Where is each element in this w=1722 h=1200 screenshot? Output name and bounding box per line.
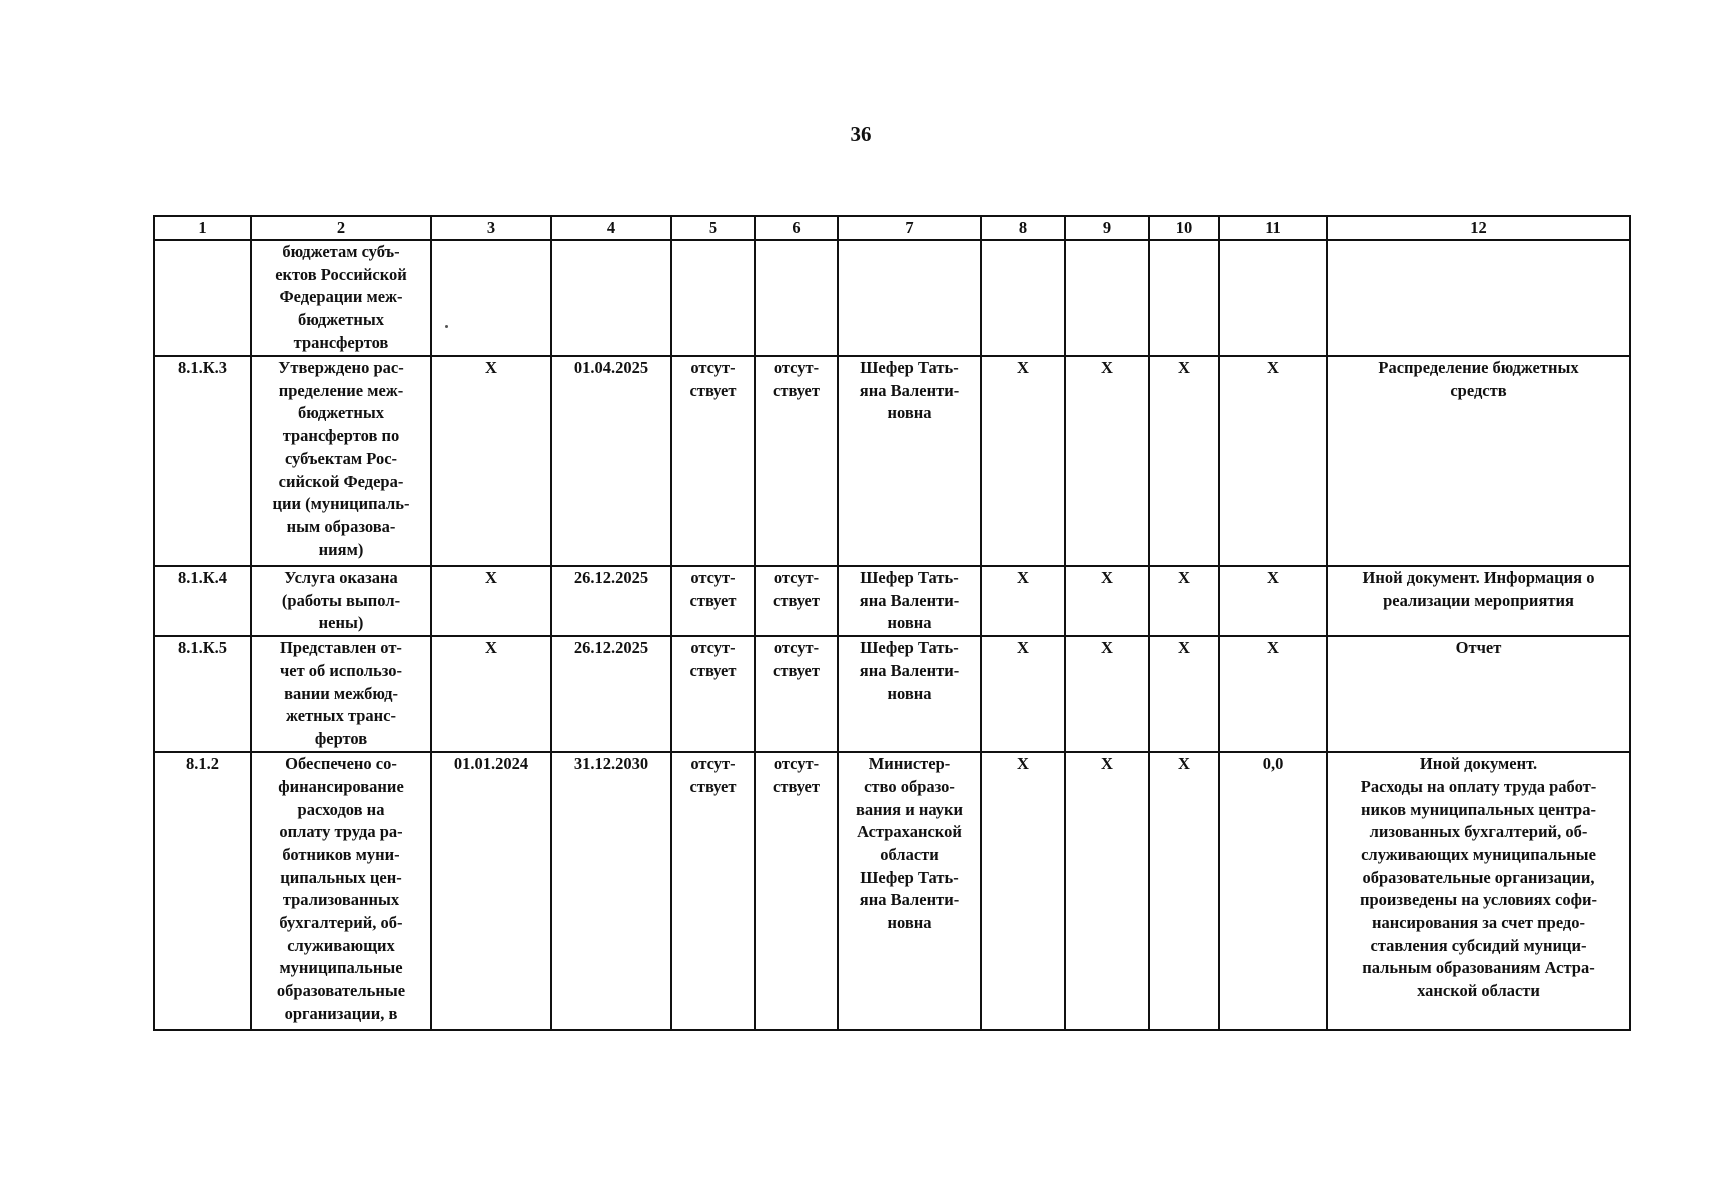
document-type-cell: Распределение бюджетных средств [1327,356,1630,566]
row-code-cell: 8.1.К.4 [154,566,251,636]
result-name-cell: бюджетам субъ- ектов Российской Федерации меж- бюджетных трансфертов [251,240,431,356]
scan-speck [445,325,448,328]
table-row [154,240,1630,356]
column-number: 12 [1327,216,1630,240]
column-number: 10 [1149,216,1219,240]
column-number: 1 [154,216,251,240]
document-type-cell: Иной документ. Информация о реализации мероприятия [1327,566,1630,636]
row-code-cell: 8.1.2 [154,752,251,1030]
column-number: 7 [838,216,981,240]
col5-cell: отсут- ствует [671,356,755,566]
column-number: 4 [551,216,671,240]
col8-cell [981,240,1065,356]
col5-cell: отсут- ствует [671,566,755,636]
col6-cell: отсут- ствует [755,636,838,752]
start-date-cell: Х [431,566,551,636]
start-date-cell: Х [431,356,551,566]
col8-cell: Х [981,356,1065,566]
col9-cell: Х [1065,752,1149,1030]
row-code-cell: 8.1.К.5 [154,636,251,752]
result-name-cell: Услуга оказана (работы выпол- нены) [251,566,431,636]
col6-cell [755,240,838,356]
column-number: 5 [671,216,755,240]
col9-cell: Х [1065,566,1149,636]
col6-cell: отсут- ствует [755,566,838,636]
column-number: 2 [251,216,431,240]
col10-cell [1149,240,1219,356]
result-name-cell: Обеспечено со- финансирование расходов на оплату труда ра- ботников муни- ципальных цен- трализованных бухгалтерий, об- служивающих муниципальные образовательные организации, в [251,752,431,1030]
col11-cell: Х [1219,636,1327,752]
responsible-cell: Шефер Тать- яна Валенти- новна [838,356,981,566]
col11-cell: Х [1219,566,1327,636]
col11-cell: Х [1219,356,1327,566]
col9-cell: Х [1065,636,1149,752]
responsible-cell: Министер- ство образо- вания и науки Астраханской области Шефер Тать- яна Валенти- новна [838,752,981,1030]
table-row [154,566,1630,636]
start-date-cell [431,240,551,356]
column-number: 3 [431,216,551,240]
responsible-cell [838,240,981,356]
col5-cell: отсут- ствует [671,752,755,1030]
column-number-row [154,216,1630,240]
table-row [154,636,1630,752]
col10-cell: Х [1149,636,1219,752]
col10-cell: Х [1149,356,1219,566]
document-table [153,215,1631,1031]
col6-cell: отсут- ствует [755,752,838,1030]
table-row [154,356,1630,566]
result-name-cell: Утверждено рас- пределение меж- бюджетных трансфертов по субъектам Рос- сийской Федера- ции (муниципаль- ным образова- ниям) [251,356,431,566]
page-number: 36 [850,122,872,146]
end-date-cell: 26.12.2025 [551,566,671,636]
col5-cell: отсут- ствует [671,636,755,752]
column-number: 11 [1219,216,1327,240]
end-date-cell: 31.12.2030 [551,752,671,1030]
row-code-cell [154,240,251,356]
responsible-cell: Шефер Тать- яна Валенти- новна [838,636,981,752]
col11-cell: 0,0 [1219,752,1327,1030]
start-date-cell: Х [431,636,551,752]
col9-cell [1065,240,1149,356]
col10-cell: Х [1149,566,1219,636]
col9-cell: Х [1065,356,1149,566]
col8-cell: Х [981,752,1065,1030]
col6-cell: отсут- ствует [755,356,838,566]
table-row [154,752,1630,1030]
end-date-cell: 01.04.2025 [551,356,671,566]
col10-cell: Х [1149,752,1219,1030]
document-type-cell: Иной документ. Расходы на оплату труда работ- ников муниципальных центра- лизованных бухгалтерий, об- служивающих муниципальные образовательные организации, произведены на условиях софи- нансирования за счет предо- ставления субсидий муници- пальным образованиям Астра- ханской области [1327,752,1630,1030]
column-number: 6 [755,216,838,240]
responsible-cell: Шефер Тать- яна Валенти- новна [838,566,981,636]
document-type-cell: Отчет [1327,636,1630,752]
result-name-cell: Представлен от- чет об использо- вании межбюд- жетных транс- фертов [251,636,431,752]
col11-cell [1219,240,1327,356]
col8-cell: Х [981,566,1065,636]
column-number: 9 [1065,216,1149,240]
column-number: 8 [981,216,1065,240]
col5-cell [671,240,755,356]
col8-cell: Х [981,636,1065,752]
start-date-cell: 01.01.2024 [431,752,551,1030]
document-type-cell [1327,240,1630,356]
row-code-cell: 8.1.К.3 [154,356,251,566]
end-date-cell [551,240,671,356]
end-date-cell: 26.12.2025 [551,636,671,752]
